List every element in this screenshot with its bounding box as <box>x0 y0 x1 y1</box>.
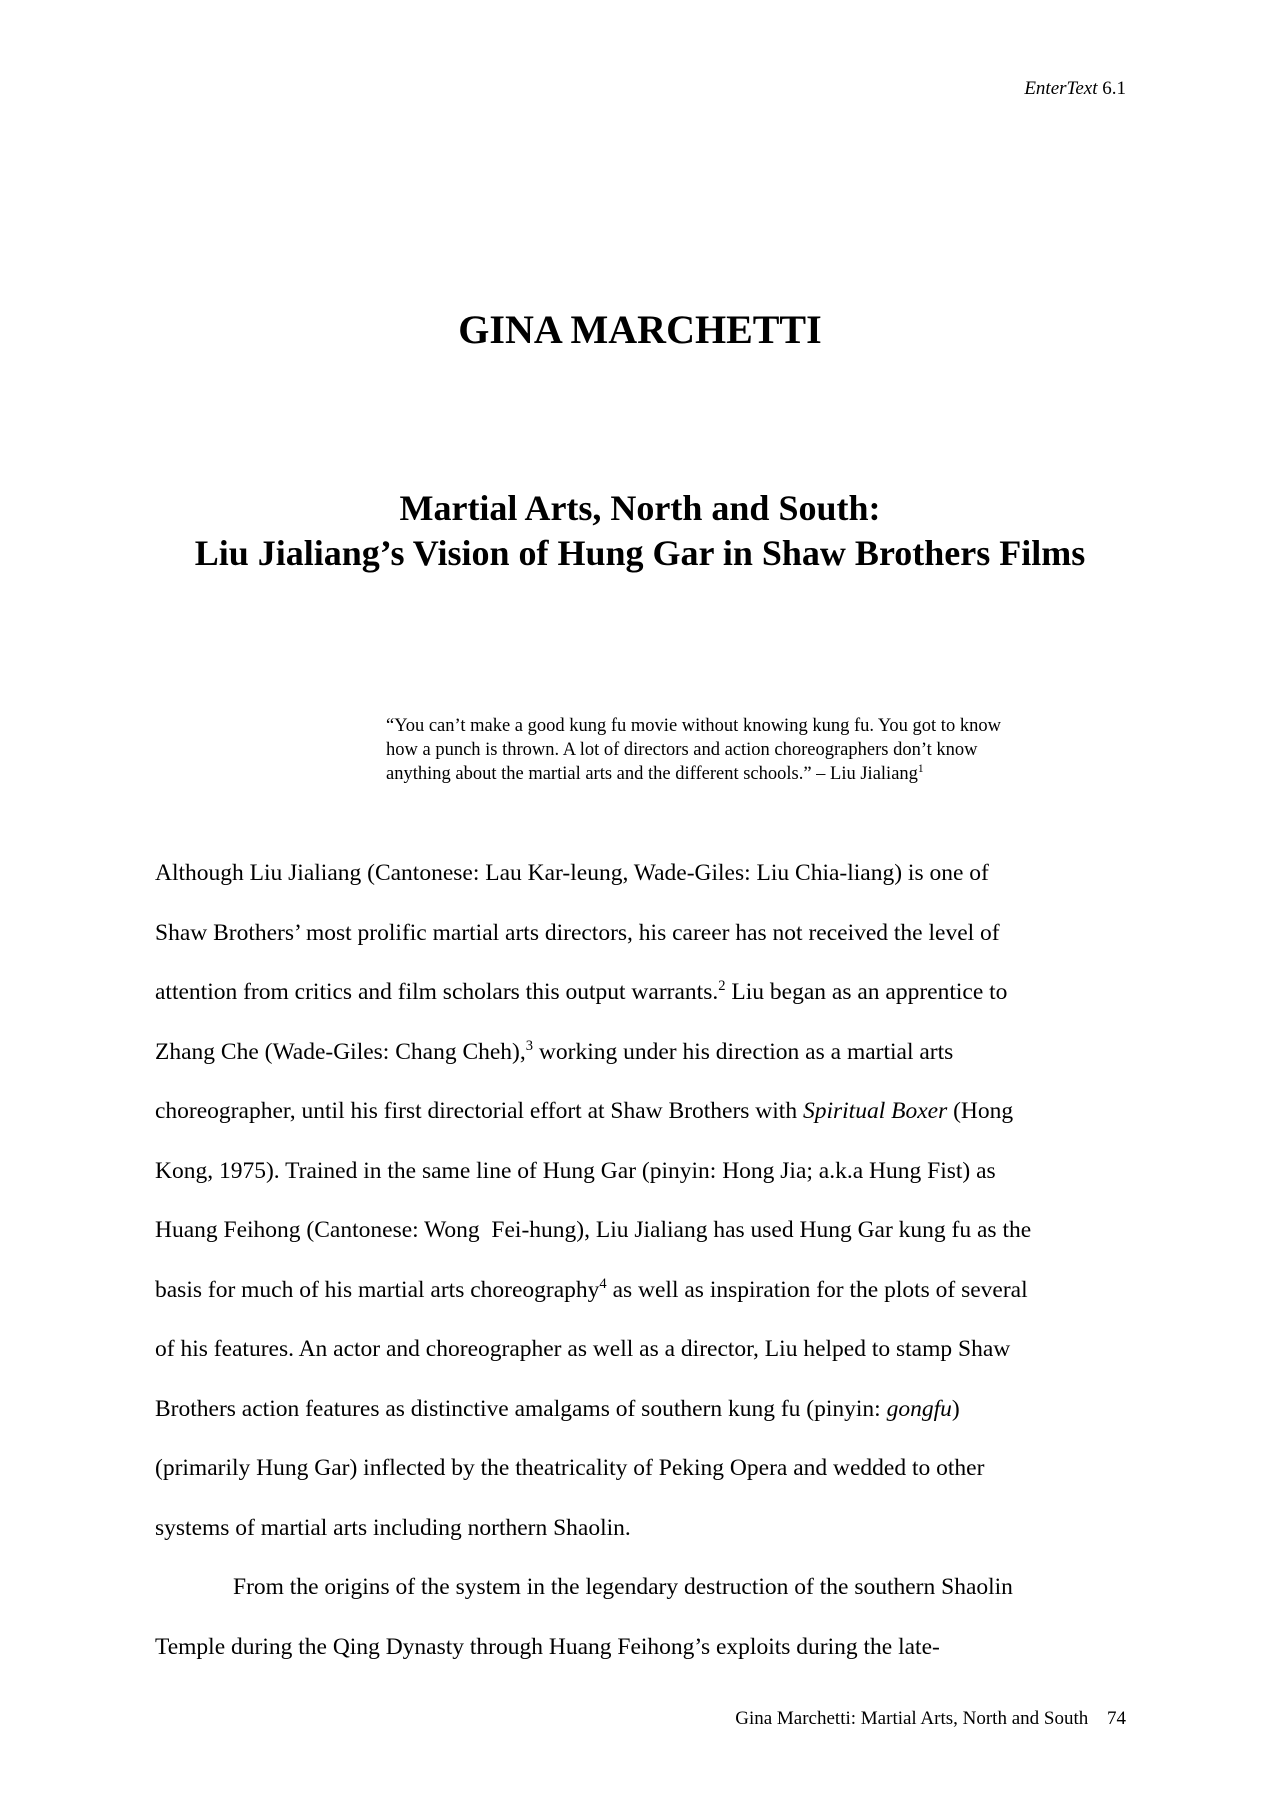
epigraph-line-3 <box>386 762 1126 786</box>
body-line-text: Brothers action features as distinctive amalgams of southern kung fu (pinyin: <box>155 1395 887 1422</box>
epigraph <box>386 714 1126 786</box>
body-line-text: attention from critics and film scholars this output warrants. <box>155 979 719 1005</box>
body-line <box>155 1082 1130 1142</box>
body-line-text: Zhang Che (Wade-Giles: Chang Cheh), <box>155 1038 526 1065</box>
body-line: Although Liu Jialiang (Cantonese: Lau Kar-leung, Wade-Giles: Liu Chia-liang) is one of <box>155 860 989 886</box>
epigraph-line-1: “You can’t make a good kung fu movie without knowing kung fu. You got to know <box>386 716 1001 736</box>
running-header <box>1024 78 1126 100</box>
pinyin-term: gongfu <box>886 1395 952 1422</box>
body-line: Huang Feihong (Cantonese: Wong Fei-hung), Liu Jialiang has used Hung Gar kung fu as the <box>155 1217 1032 1243</box>
film-title: Spiritual Boxer <box>802 1098 948 1124</box>
footnote-ref-3: 3 <box>525 1037 534 1054</box>
body-line: systems of martial arts including northern Shaolin. <box>155 1514 631 1541</box>
page-number: 74 <box>1107 1708 1126 1729</box>
epigraph-line-2: how a punch is thrown. A lot of directors and action choreographers don’t know <box>386 740 978 760</box>
body-line-text: ) <box>951 1395 960 1422</box>
body-line-text: Liu began as an apprentice to <box>725 979 1008 1005</box>
body-line <box>155 1023 1130 1083</box>
body-line-text: working under his direction as a martial arts <box>533 1038 954 1065</box>
epigraph-line-3-text: anything about the martial arts and the different schools.” – Liu Jialiang <box>386 764 918 784</box>
journal-issue: 6.1 <box>1102 78 1126 99</box>
body-line-text: choreographer, until his first directorial effort at Shaw Brothers with <box>155 1098 803 1124</box>
author-name: GINA MARCHETTI <box>458 307 822 352</box>
body-line: Shaw Brothers’ most prolific martial arts directors, his career has not received the level of <box>155 919 1000 946</box>
article-title <box>0 486 1280 576</box>
title-line-2: Liu Jialiang’s Vision of Hung Gar in Shaw Brothers Films <box>194 533 1086 573</box>
footnote-ref-4: 4 <box>599 1275 607 1292</box>
body-line <box>155 963 1130 1023</box>
body-line-text: (Hong <box>947 1098 1014 1124</box>
body-line: Kong, 1975). Trained in the same line of Hung Gar (pinyin: Hong Jia; a.k.a Hung Fist) as <box>155 1157 996 1184</box>
body-line: From the origins of the system in the legendary destruction of the southern Shaolin <box>233 1574 1013 1600</box>
body-line-text: basis for much of his martial arts choreography <box>155 1276 600 1303</box>
body-line <box>155 1261 1130 1321</box>
body-line: of his features. An actor and choreographer as well as a director, Liu helped to stamp Shaw <box>155 1336 1011 1362</box>
footer-title: Gina Marchetti: Martial Arts, North and South <box>735 1708 1089 1729</box>
body-line: Temple during the Qing Dynasty through Huang Feihong’s exploits during the late- <box>155 1633 940 1660</box>
body-text <box>155 844 1130 1677</box>
journal-name: EnterText <box>1024 78 1098 99</box>
running-footer <box>735 1708 1126 1730</box>
body-line <box>155 1380 1130 1440</box>
title-line-1: Martial Arts, North and South: <box>399 488 881 528</box>
footnote-ref-2: 2 <box>718 978 726 995</box>
body-line: (primarily Hung Gar) inflected by the theatricality of Peking Opera and wedded to other <box>155 1455 985 1481</box>
footnote-ref-1: 1 <box>917 762 924 775</box>
body-line-text: as well as inspiration for the plots of several <box>606 1276 1028 1303</box>
